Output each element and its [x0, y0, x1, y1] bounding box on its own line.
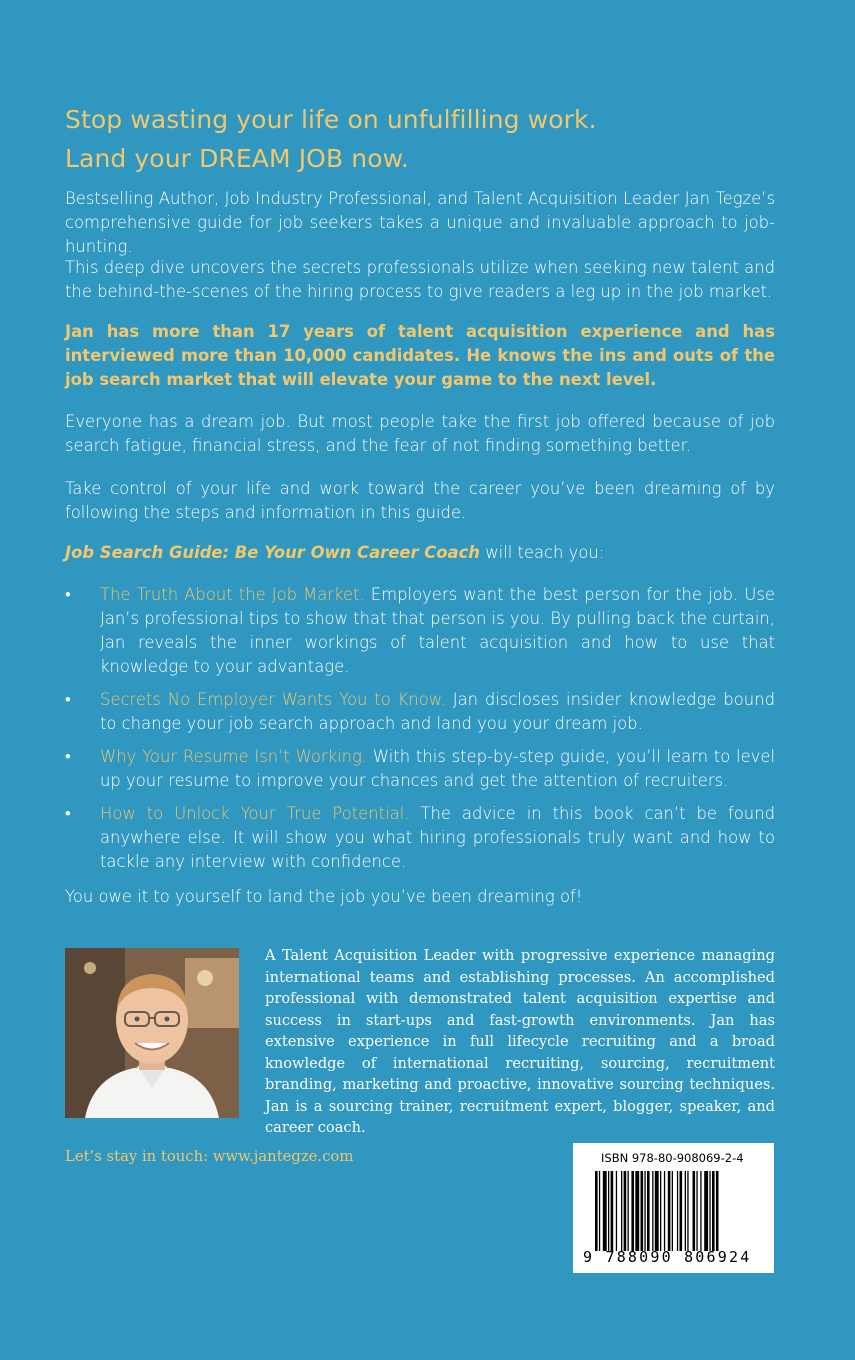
- bullet-marker: •: [65, 585, 71, 604]
- teach-line: [65, 541, 775, 565]
- contact-line: Let’s stay in touch: www.jantegze.com: [65, 1148, 354, 1165]
- list-item-text: With this step-by-step guide, you’ll learn to level up your resume to improve your chances and get the attention of recruiters.: [100, 747, 775, 790]
- headline: [65, 100, 785, 178]
- take-control-paragraph: Take control of your life and work toward the career you’ve been dreaming of by following the steps and information in this guide.: [65, 479, 775, 522]
- author-portrait-illustration: [65, 948, 239, 1118]
- barcode-digits: 9 788090 806924: [583, 1248, 752, 1266]
- author-bio: A Talent Acquisition Leader with progressive experience managing international teams and establishing processes. An accomplished professional with demonstrated talent acquisition expertise and success in start-ups and fast-growth environments. Jan has extensive experience in full lifecycle recruiting and a broad knowledge of international recruiting, sourcing, recruitment branding, marketing and proactive, innovative sourcing techniques. Jan is a sourcing trainer, recruitment expert, blogger, speaker, and career coach.: [265, 947, 775, 1136]
- intro-paragraph: Bestselling Author, Job Industry Professional, and Talent Acquisition Leader Jan Tegze’s comprehensive guide for job seekers takes a unique and invaluable approach to job-hunting.: [65, 189, 775, 256]
- dream-job-paragraph: Everyone has a dream job. But most people take the first job offered because of job search fatigue, financial stress, and the fear of not finding something better.: [65, 412, 775, 455]
- isbn-label: ISBN 978-80-908069-2-4: [601, 1151, 744, 1165]
- bullet-marker: •: [65, 804, 71, 823]
- headline-line-2: Land your DREAM JOB now.: [65, 144, 409, 173]
- list-item: [65, 745, 775, 793]
- teach-rest: will teach you:: [479, 543, 605, 562]
- list-item-text: The advice in this book can’t be found anywhere else. It will show you what hiring professionals truly want and how to tackle any interview with confidence.: [100, 804, 775, 871]
- headline-line-1: Stop wasting your life on unfulfilling work.: [65, 105, 597, 134]
- deep-dive-paragraph: This deep dive uncovers the secrets professionals utilize when seeking new talent and the behind-the-scenes of the hiring process to give readers a leg up in the job market.: [65, 258, 775, 301]
- list-item-heading: The Truth About the Job Market.: [100, 585, 365, 604]
- book-title: Job Search Guide: Be Your Own Career Coach: [65, 543, 480, 562]
- experience-paragraph: Jan has more than 17 years of talent acquisition experience and has interviewed more than 10,000 candidates. He knows the ins and outs of the job search market that will elevate your game to the next level.: [65, 322, 775, 389]
- list-item-heading: Secrets No Employer Wants You to Know.: [100, 690, 446, 709]
- list-item-heading: How to Unlock Your True Potential.: [100, 804, 410, 823]
- list-item: [65, 688, 775, 736]
- list-item-text: Employers want the best person for the job. Use Jan’s professional tips to show that that person is you. By pulling back the curtain, Jan reveals the inner workings of talent acquisition and how to use that knowledge to your advantage.: [100, 585, 775, 676]
- list-item-text: Jan discloses insider knowledge bound to change your job search approach and land you your dream job.: [100, 690, 775, 733]
- list-item: [65, 583, 775, 679]
- closing-paragraph: You owe it to yourself to land the job you’ve been dreaming of!: [65, 887, 583, 906]
- bullet-marker: •: [65, 747, 71, 766]
- author-photo: [65, 948, 239, 1118]
- barcode-icon: [595, 1171, 755, 1251]
- list-item-heading: Why Your Resume Isn’t Working.: [100, 747, 368, 766]
- isbn-barcode: [573, 1143, 774, 1273]
- benefit-list: [65, 583, 775, 883]
- bullet-marker: •: [65, 690, 71, 709]
- list-item: [65, 802, 775, 874]
